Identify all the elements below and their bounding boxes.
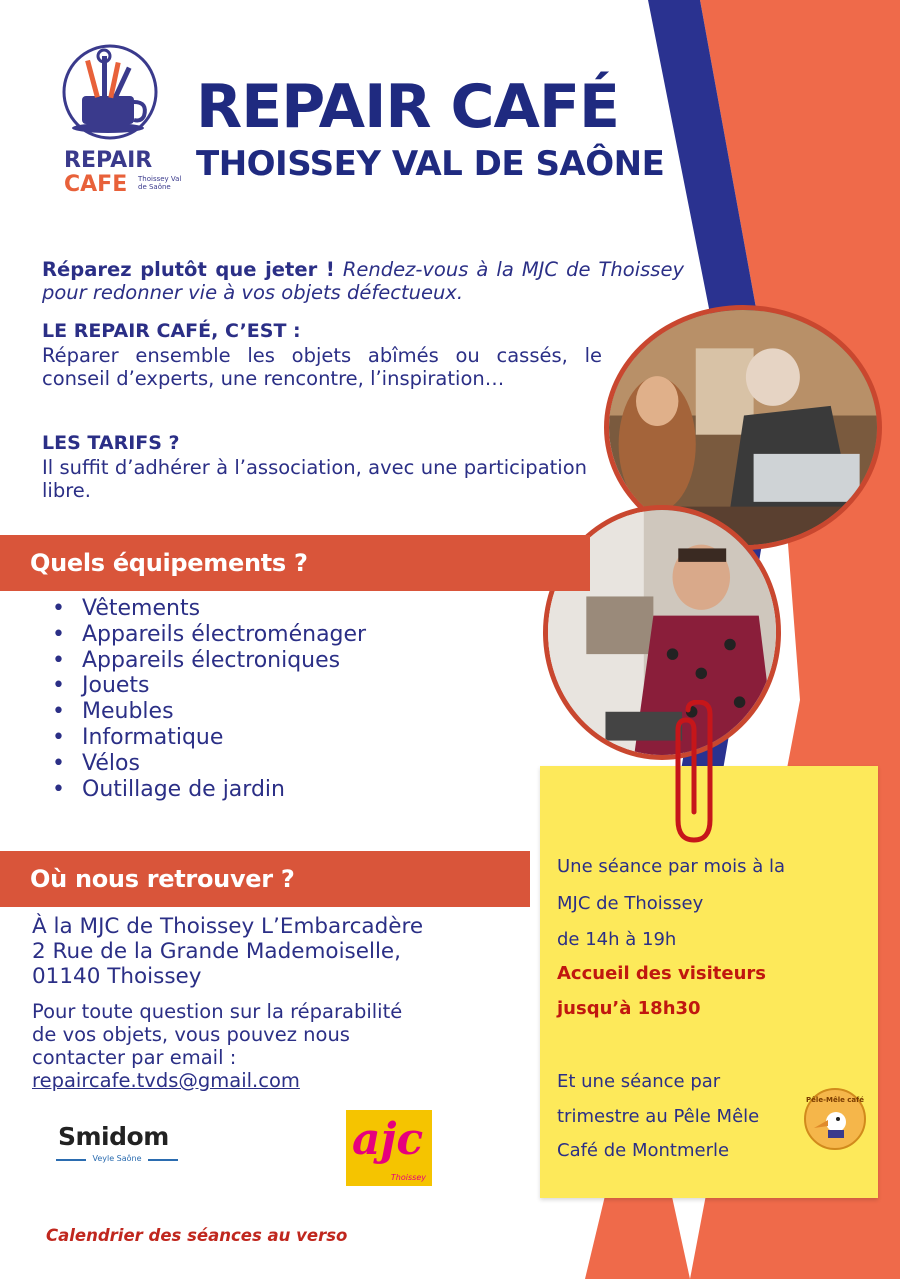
contact-line: de vos objets, vous pouvez nous bbox=[32, 1023, 350, 1046]
address-line: À la MJC de Thoissey L’Embarcadère bbox=[32, 914, 424, 939]
logo-text-location: Thoissey Val de Saône bbox=[138, 175, 182, 191]
note-line: de 14h à 19h bbox=[557, 929, 677, 950]
coffee-cup-tools-icon bbox=[60, 42, 170, 146]
repair-cafe-logo bbox=[52, 42, 182, 212]
smidom-logo bbox=[56, 1118, 182, 1170]
list-item: • Outillage de jardin bbox=[52, 777, 366, 803]
address-block bbox=[32, 914, 423, 989]
contact-line: contacter par email : bbox=[32, 1046, 237, 1069]
equipment-list bbox=[52, 596, 366, 802]
definition-text: Réparer ensemble les objets abîmés ou cassés, le conseil d’experts, une rencontre, l’inspiration… bbox=[42, 344, 602, 390]
mjc-logo bbox=[346, 1110, 432, 1186]
note-line: Et une séance par bbox=[557, 1071, 721, 1092]
smidom-name: Smidom bbox=[58, 1122, 169, 1151]
note-highlight: jusqu’à 18h30 bbox=[557, 998, 701, 1019]
pele-mele-cafe-logo bbox=[804, 1088, 866, 1150]
note-line: MJC de Thoissey bbox=[557, 893, 704, 914]
list-item: • Vêtements bbox=[52, 596, 366, 622]
list-item: • Informatique bbox=[52, 725, 366, 751]
tarifs-text: Il suffit d’adhérer à l’association, avec une participation libre. bbox=[42, 456, 587, 502]
pele-mele-text: Pêle-Mêle café bbox=[806, 1096, 864, 1104]
paperclip-icon bbox=[664, 700, 734, 846]
list-item: • Vélos bbox=[52, 751, 366, 777]
email-link[interactable]: repaircafe.tvds@gmail.com bbox=[32, 1069, 300, 1092]
note-highlight: Accueil des visiteurs bbox=[557, 963, 766, 984]
equipment-heading-band: Quels équipements ? bbox=[0, 535, 590, 591]
tarifs-title: LES TARIFS ? bbox=[42, 432, 180, 454]
intro-bold: Réparez plutôt que jeter ! bbox=[42, 258, 335, 281]
address-line: 01140 Thoissey bbox=[32, 964, 202, 989]
contact-line: Pour toute question sur la réparabilité bbox=[32, 1000, 403, 1023]
list-item: • Meubles bbox=[52, 699, 366, 725]
smidom-subtitle: Veyle Saône bbox=[92, 1154, 142, 1163]
mjc-logo-subtitle: Thoissey bbox=[390, 1173, 426, 1182]
page-subtitle: THOISSEY VAL DE SAÔNE bbox=[196, 144, 665, 184]
mjc-logo-text: ajc bbox=[352, 1114, 424, 1165]
location-heading-band: Où nous retrouver ? bbox=[0, 851, 530, 907]
list-item: • Jouets bbox=[52, 673, 366, 699]
address-line: 2 Rue de la Grande Mademoiselle, bbox=[32, 939, 401, 964]
logo-text-cafe: CAFE bbox=[64, 172, 128, 197]
pelican-icon bbox=[806, 1090, 864, 1148]
intro-italic: Rendez-vous à la MJC de Thoissey pour redonner vie à vos objets défectueux. bbox=[42, 258, 684, 304]
note-line: Une séance par mois à la bbox=[557, 856, 785, 877]
note-line: Café de Montmerle bbox=[557, 1140, 730, 1161]
logo-text-repair: REPAIR bbox=[64, 148, 153, 173]
intro-paragraph bbox=[42, 258, 684, 304]
contact-block bbox=[32, 1000, 402, 1092]
list-item: • Appareils électroniques bbox=[52, 648, 366, 674]
note-line: trimestre au Pêle Mêle bbox=[557, 1106, 760, 1127]
page-title: REPAIR CAFÉ bbox=[196, 72, 619, 142]
list-item: • Appareils électroménager bbox=[52, 622, 366, 648]
definition-title: LE REPAIR CAFÉ, C’EST : bbox=[42, 320, 301, 342]
footer-note: Calendrier des séances au verso bbox=[46, 1226, 348, 1245]
